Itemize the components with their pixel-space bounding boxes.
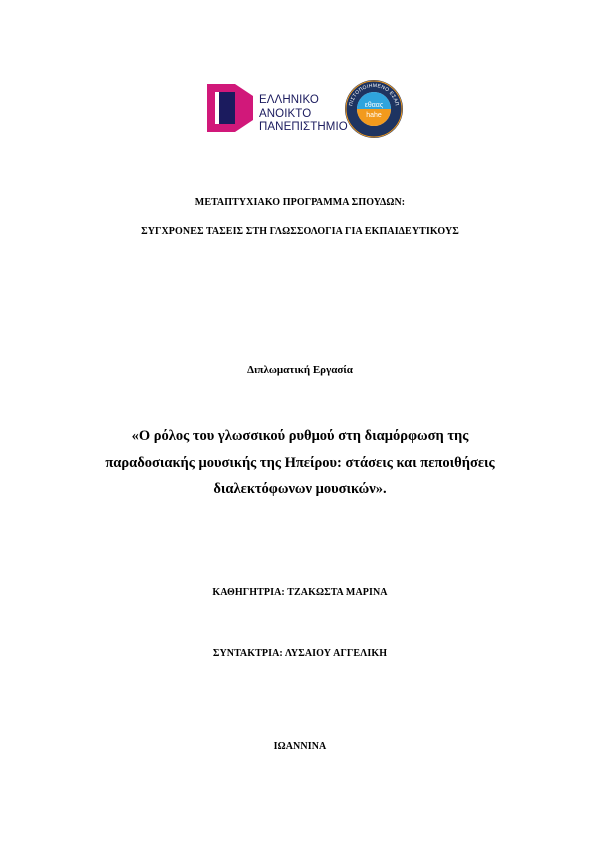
city: ΙΩΑΝΝΙΝΑ [273,741,327,752]
seal-ring-text: ΠΙΣΤΟΠΟΙΗΜΕΝΟ ΕΣΑΠ [348,82,400,107]
thesis-title: «Ο ρόλος του γλωσσικού ρυθμού στη διαμόρφωση της παραδοσιακής μουσικής της Ηπείρου: στάσεις και πεποιθήσεις διαλεκτόφωνων μουσικών». [105,428,495,497]
author: ΣΥΝΤΑΚΤΡΙΑ: ΛΥΣΑΙΟΥ ΑΓΓΕΛΙΚΗ [212,648,388,659]
eap-logo-mark [205,82,255,134]
document-type: Διπλωματική Εργασία [247,364,353,376]
supervisor: ΚΑΘΗΓΗΤΡΙΑ: ΤΖΑΚΩΣΤΑ ΜΑΡΙΝΑ [212,587,388,598]
university-name-line: ΑΝΟΙΚΤΟ [259,107,312,120]
university-name-line: ΠΑΝΕΠΙΣΤΗΜΙΟ [259,121,348,133]
university-name [259,94,348,135]
logo-block [0,78,600,144]
university-name-line: ΕΛΛΗΝΙΚΟ [259,94,319,106]
accreditation-seal-icon [344,79,404,139]
program-line-2: ΣΥΓΧΡΟΝΕΣ ΤΑΣΕΙΣ ΣΤΗ ΓΛΩΣΣΟΛΟΓΙΑ ΓΙΑ ΕΚΠΑΙΔΕΥΤΙΚΟΥΣ [141,226,459,237]
program-line-1: ΜΕΤΑΠΤΥΧΙΑΚΟ ΠΡΟΓΡΑΜΜΑ ΣΠΟΥΔΩΝ: [194,197,406,208]
seal-center-top: εθαας [364,102,384,109]
seal-center-bottom: hahe [366,112,382,119]
